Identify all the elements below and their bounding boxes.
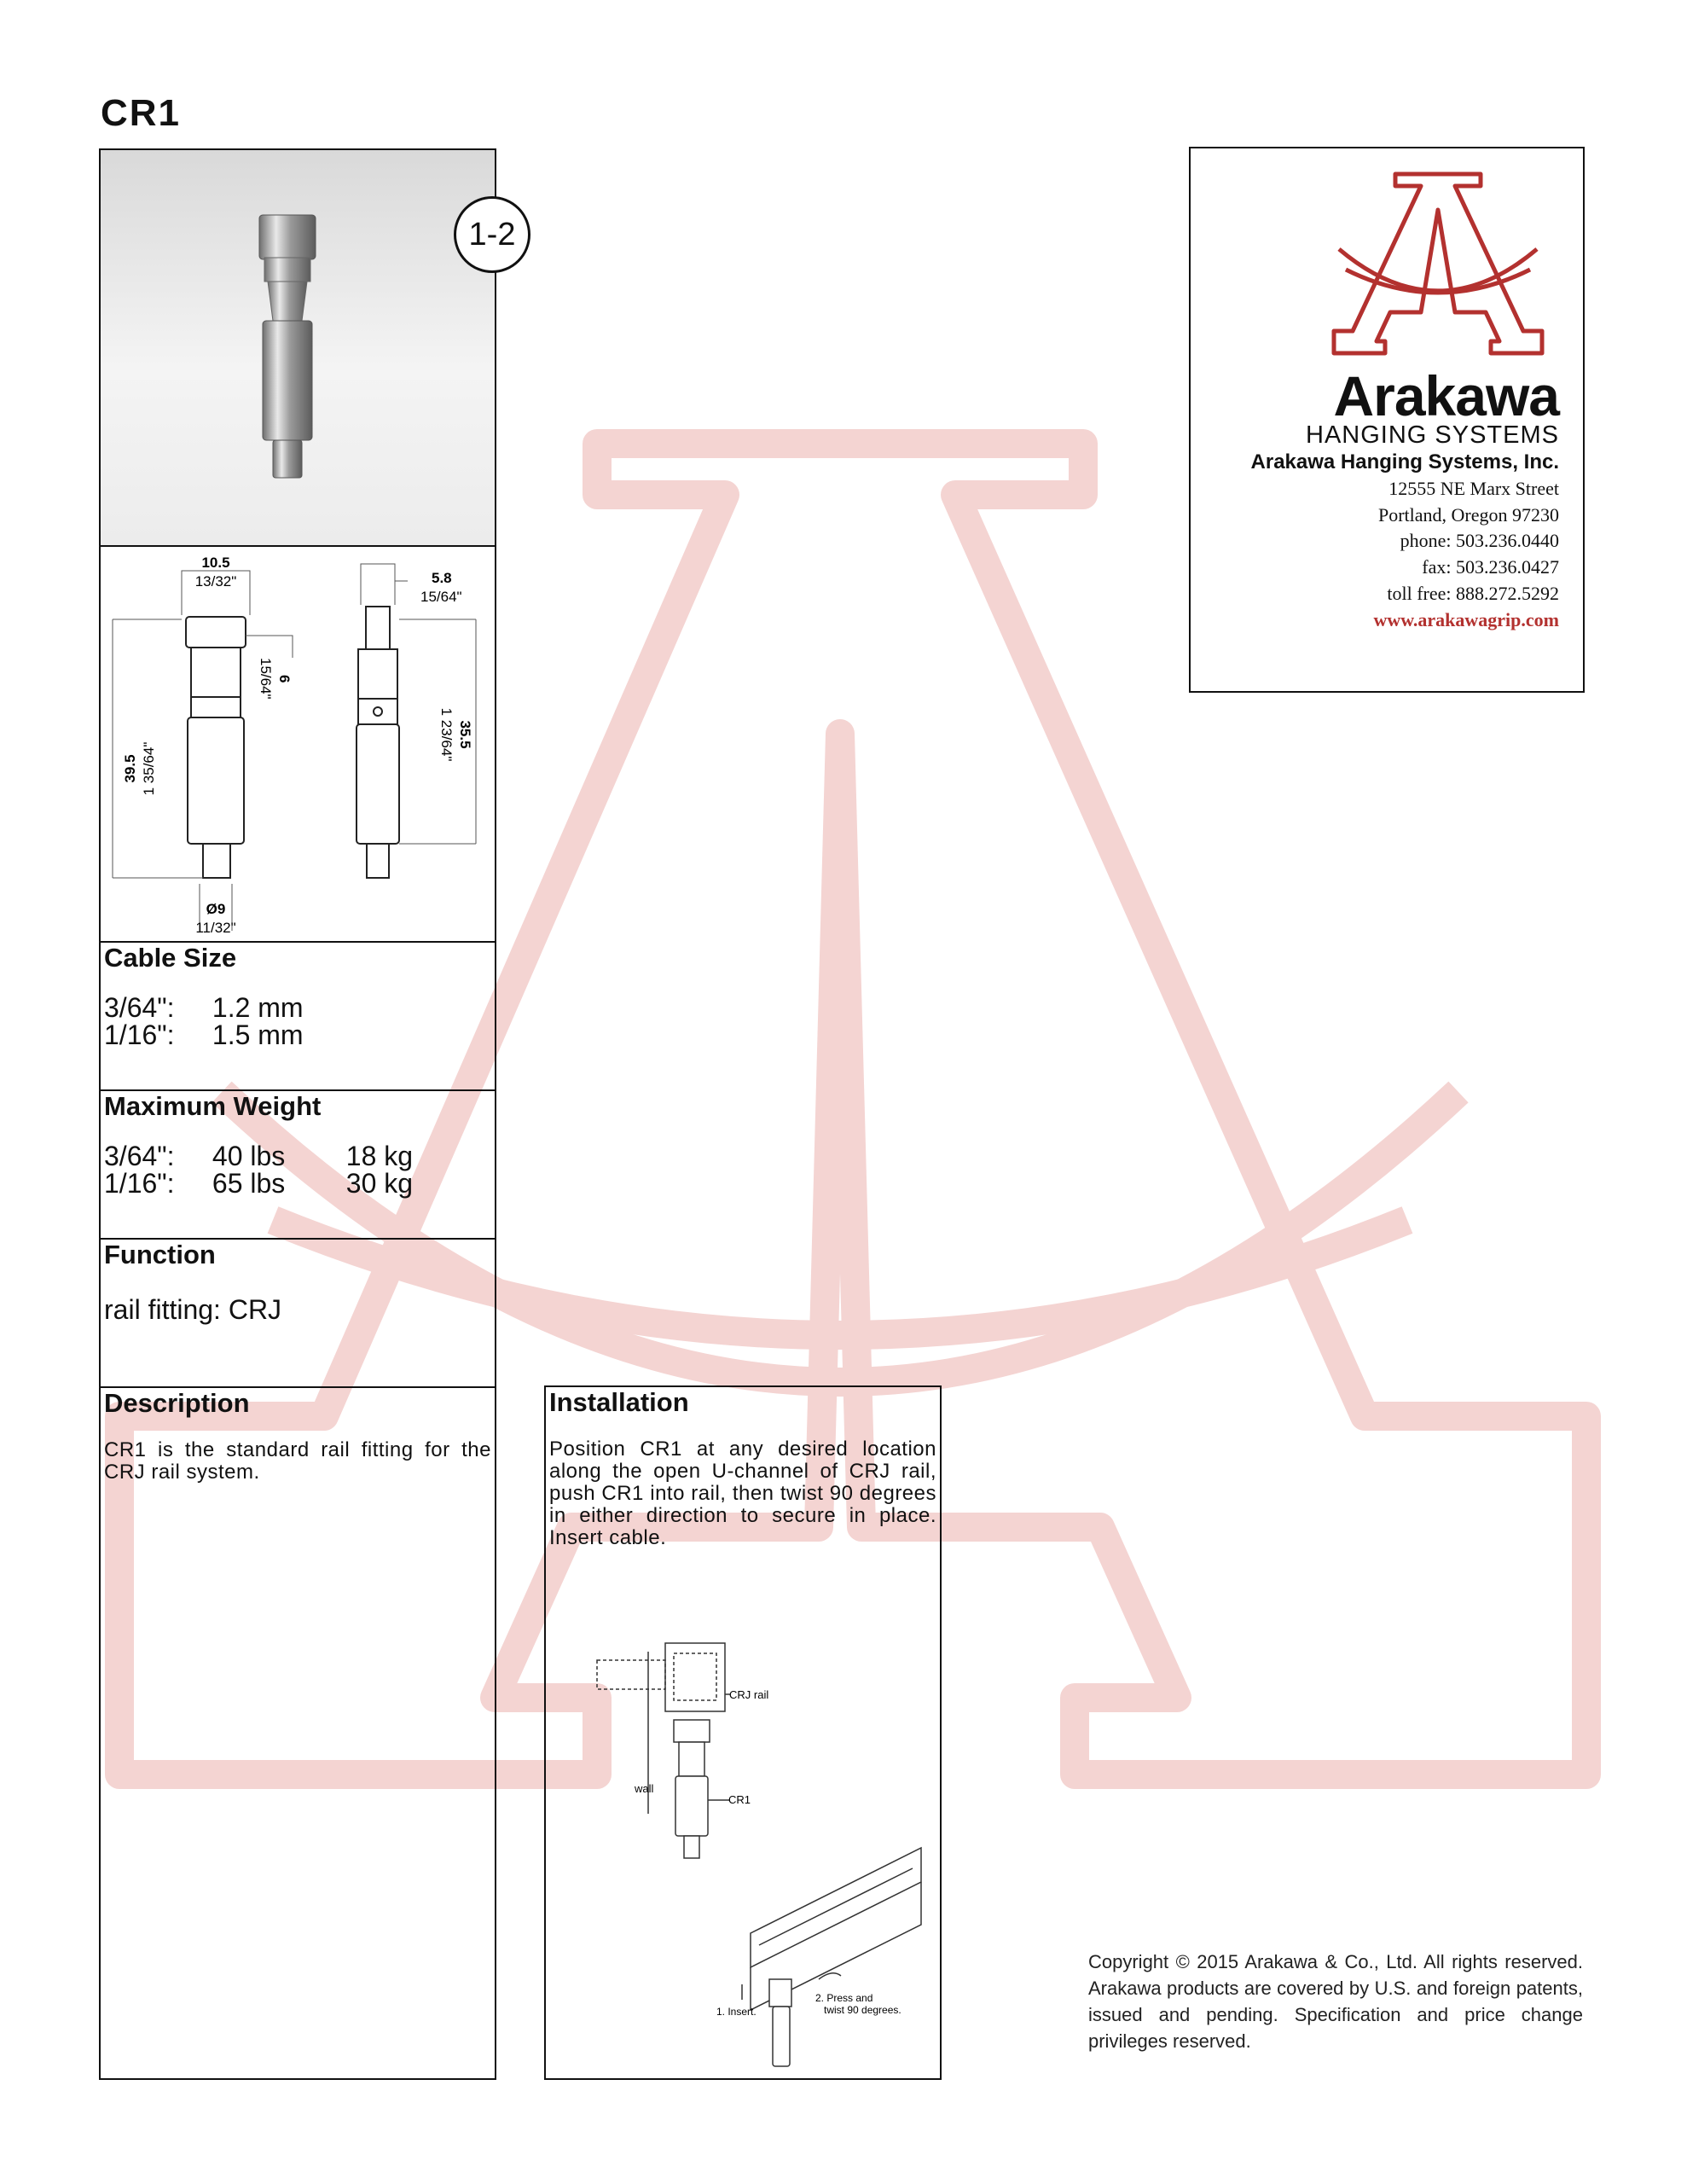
dim-diameter-in: 11/32" — [195, 920, 236, 936]
company-website-link[interactable]: www.arakawagrip.com — [1373, 609, 1559, 630]
company-info-box — [1189, 147, 1585, 693]
label-step-twist: twist 90 degrees. — [824, 2004, 901, 2016]
function-title: Function — [104, 1240, 216, 1269]
dim-length-mm: 39.5 — [122, 754, 138, 783]
max-weight-kg: 30 kg — [345, 1168, 414, 1199]
dim-top-width-in: 13/32" — [194, 573, 237, 590]
installation-title: Installation — [549, 1387, 689, 1417]
function-section — [99, 1238, 496, 1386]
max-weight-kg: 18 kg — [345, 1141, 414, 1171]
installation-diagram — [546, 1600, 940, 2078]
description-text: CR1 is the standard rail fitting for the CRJ rail system. — [104, 1438, 491, 1484]
dim-top-width-mm: 10.5 — [201, 555, 230, 571]
label-cr1: CR1 — [728, 1793, 751, 1806]
copyright-notice: Copyright © 2015 Arakawa & Co., Ltd. All rights reserved. Arakawa products are covered by U.S. and foreign patents, issued and pending. Specification and price change privileges reserved. — [1088, 1951, 1583, 2052]
cable-size-inch: 3/64": — [104, 992, 175, 1023]
arakawa-logo-icon — [1327, 171, 1549, 367]
dimension-drawing — [99, 545, 496, 943]
dim-side-length-mm: 35.5 — [457, 720, 473, 749]
function-text: rail fitting: CRJ — [104, 1294, 282, 1325]
company-street: 12555 NE Marx Street — [1388, 478, 1559, 499]
item-badge: 1-2 — [454, 196, 530, 273]
dim-head-height-mm: 6 — [276, 675, 293, 683]
cable-size-row — [104, 1019, 304, 1051]
dimension-drawing-svg — [101, 547, 495, 941]
company-phone: phone: 503.236.0440 — [1400, 530, 1559, 551]
label-step-press: 2. Press and — [815, 1992, 873, 2004]
max-weight-section — [99, 1089, 496, 1238]
product-photo — [99, 148, 496, 547]
max-weight-row — [104, 1168, 413, 1199]
description-section — [99, 1386, 496, 2080]
cable-size-title: Cable Size — [104, 943, 237, 973]
max-weight-title: Maximum Weight — [104, 1091, 322, 1121]
label-step-insert: 1. Insert. — [716, 2006, 757, 2018]
cable-size-metric: 1.5 mm — [212, 1019, 304, 1050]
dim-head-height-in: 15/64" — [258, 658, 274, 700]
description-title: Description — [104, 1388, 250, 1418]
label-wall: wall — [635, 1782, 654, 1795]
max-weight-inch: 3/64": — [104, 1141, 175, 1171]
brand-name: Arakawa — [1333, 364, 1559, 427]
cable-size-metric: 1.2 mm — [212, 992, 304, 1023]
cable-size-inch: 1/16": — [104, 1019, 175, 1050]
max-weight-inch: 1/16": — [104, 1168, 175, 1199]
product-sku: CR1 — [101, 92, 182, 134]
brand-tagline: HANGING SYSTEMS — [1306, 421, 1559, 449]
max-weight-lbs: 40 lbs — [212, 1141, 286, 1171]
company-fax: fax: 503.236.0427 — [1422, 556, 1559, 578]
installation-text: Position CR1 at any desired location along the open U-channel of CRJ rail, push CR1 into rail, then twist 90 degrees in either direction to secure in place. Insert cable. — [549, 1438, 936, 1549]
installation-section — [544, 1385, 942, 2080]
label-crj-rail: CRJ rail — [729, 1688, 769, 1701]
max-weight-lbs: 65 lbs — [212, 1168, 286, 1199]
company-name: Arakawa Hanging Systems, Inc. — [1250, 450, 1559, 473]
dim-length-in: 1 35/64" — [141, 741, 157, 796]
dim-side-length-in: 1 23/64" — [438, 707, 455, 762]
dim-diameter-mm: Ø9 — [206, 901, 226, 917]
dim-side-width-in: 15/64" — [420, 589, 462, 605]
dim-side-width-mm: 5.8 — [432, 570, 452, 586]
fitting-photo-illustration — [101, 150, 495, 545]
company-city: Portland, Oregon 97230 — [1377, 504, 1559, 526]
cable-size-section — [99, 941, 496, 1089]
company-tollfree: toll free: 888.272.5292 — [1387, 583, 1559, 604]
